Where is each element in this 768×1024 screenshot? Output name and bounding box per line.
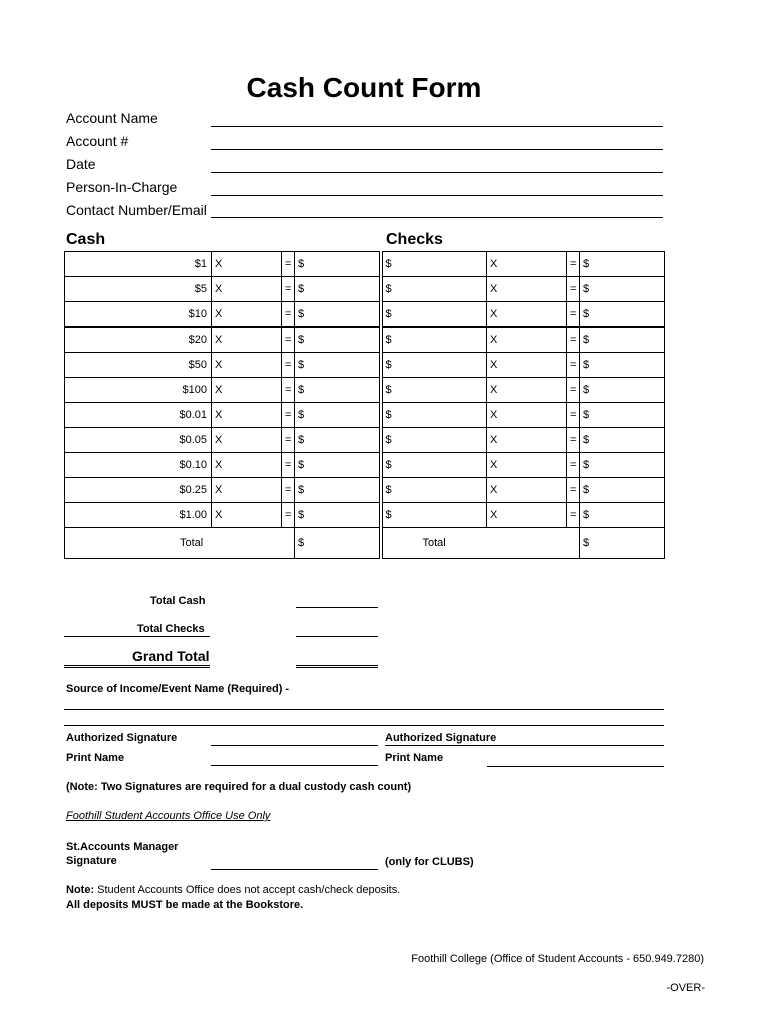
check-equals: = xyxy=(567,503,580,528)
manager-label-line1: St.Accounts Manager xyxy=(66,841,179,853)
count-row xyxy=(65,378,665,403)
check-equals: = xyxy=(567,453,580,478)
source-field-line1[interactable] xyxy=(64,709,664,710)
deposit-note xyxy=(66,884,400,896)
cash-total-field[interactable]: $ xyxy=(295,528,381,559)
check-amount-cell[interactable]: $ xyxy=(381,353,487,378)
count-table xyxy=(64,251,665,559)
cash-amount-cell[interactable]: $ xyxy=(295,302,381,328)
cash-quantity-cell[interactable]: X xyxy=(212,478,282,503)
cash-amount-cell[interactable]: $ xyxy=(295,403,381,428)
manager-label-line2: Signature xyxy=(66,855,117,867)
checks-total-field[interactable]: $ xyxy=(580,528,665,559)
cash-amount-cell[interactable]: $ xyxy=(295,453,381,478)
cash-equals: = xyxy=(282,428,295,453)
check-equals: = xyxy=(567,302,580,328)
check-amount-cell[interactable]: $ xyxy=(381,478,487,503)
check-subtotal-cell[interactable]: $ xyxy=(580,378,665,403)
cash-equals: = xyxy=(282,302,295,328)
check-amount-cell[interactable]: $ xyxy=(381,327,487,353)
check-quantity-cell[interactable]: X xyxy=(487,453,567,478)
check-amount-cell[interactable]: $ xyxy=(381,503,487,528)
footer-college: Foothill College (Office of Student Accounts - 650.949.7280) xyxy=(411,953,704,965)
print-name-right-field[interactable] xyxy=(487,766,664,767)
cash-amount-cell[interactable]: $ xyxy=(295,428,381,453)
count-row xyxy=(65,453,665,478)
cash-quantity-cell[interactable]: X xyxy=(212,403,282,428)
check-subtotal-cell[interactable]: $ xyxy=(580,428,665,453)
check-quantity-cell[interactable]: X xyxy=(487,403,567,428)
print-name-left-field[interactable] xyxy=(211,765,378,766)
denomination-label: $50 xyxy=(65,353,212,378)
clubs-note: (only for CLUBS) xyxy=(385,856,474,868)
cash-equals: = xyxy=(282,327,295,353)
cash-equals: = xyxy=(282,378,295,403)
denomination-label: $0.05 xyxy=(65,428,212,453)
total-checks-label: Total Checks xyxy=(137,623,205,635)
auth-signature-left-label: Authorized Signature xyxy=(66,732,178,744)
check-subtotal-cell[interactable]: $ xyxy=(580,277,665,302)
auth-signature-left-field[interactable] xyxy=(211,745,378,746)
check-equals: = xyxy=(567,478,580,503)
denomination-label: $5 xyxy=(65,277,212,302)
cash-quantity-cell[interactable]: X xyxy=(212,252,282,277)
contact-label: Contact Number/Email xyxy=(66,202,207,218)
cash-quantity-cell[interactable]: X xyxy=(212,277,282,302)
print-name-left-label: Print Name xyxy=(66,752,125,764)
account-name-label: Account Name xyxy=(66,110,158,126)
cash-equals: = xyxy=(282,252,295,277)
office-use-heading: Foothill Student Accounts Office Use Only xyxy=(66,810,271,822)
check-amount-cell[interactable]: $ xyxy=(381,453,487,478)
cash-amount-cell[interactable]: $ xyxy=(295,277,381,302)
check-amount-cell[interactable]: $ xyxy=(381,403,487,428)
check-subtotal-cell[interactable]: $ xyxy=(580,403,665,428)
count-row xyxy=(65,327,665,353)
count-row xyxy=(65,353,665,378)
account-number-label: Account # xyxy=(66,133,129,149)
count-row xyxy=(65,252,665,277)
denomination-label: $10 xyxy=(65,302,212,328)
cash-amount-cell[interactable]: $ xyxy=(295,478,381,503)
check-equals: = xyxy=(567,378,580,403)
dual-custody-note: (Note: Two Signatures are required for a dual custody cash count) xyxy=(66,781,412,793)
denomination-label: $1 xyxy=(65,252,212,277)
check-amount-cell[interactable]: $ xyxy=(381,378,487,403)
check-equals: = xyxy=(567,252,580,277)
total-cash-field[interactable] xyxy=(296,607,378,608)
person-in-charge-label: Person-In-Charge xyxy=(66,179,178,195)
person-in-charge-field[interactable] xyxy=(211,195,663,196)
cash-amount-cell[interactable]: $ xyxy=(295,503,381,528)
cash-quantity-cell[interactable]: X xyxy=(212,378,282,403)
date-field[interactable] xyxy=(211,172,663,173)
check-amount-cell[interactable]: $ xyxy=(381,252,487,277)
grand-total-field[interactable] xyxy=(296,665,378,668)
auth-signature-right-label: Authorized Signature xyxy=(385,732,497,744)
check-equals: = xyxy=(567,327,580,353)
cash-amount-cell[interactable]: $ xyxy=(295,327,381,353)
check-quantity-cell[interactable]: X xyxy=(487,302,567,328)
check-quantity-cell[interactable]: X xyxy=(487,503,567,528)
auth-signature-right-field[interactable] xyxy=(385,745,664,746)
denomination-label: $0.10 xyxy=(65,453,212,478)
footer-over: -OVER- xyxy=(666,982,705,994)
bookstore-note: All deposits MUST be made at the Bookstore. xyxy=(66,899,304,911)
check-subtotal-cell[interactable]: $ xyxy=(580,353,665,378)
check-equals: = xyxy=(567,403,580,428)
check-subtotal-cell[interactable]: $ xyxy=(580,327,665,353)
cash-equals: = xyxy=(282,277,295,302)
check-subtotal-cell[interactable]: $ xyxy=(580,503,665,528)
cash-amount-cell[interactable]: $ xyxy=(295,353,381,378)
total-checks-rule xyxy=(64,636,210,637)
check-subtotal-cell[interactable]: $ xyxy=(580,252,665,277)
check-subtotal-cell[interactable]: $ xyxy=(580,478,665,503)
check-equals: = xyxy=(567,428,580,453)
cash-quantity-cell[interactable]: X xyxy=(212,453,282,478)
manager-signature-field[interactable] xyxy=(211,869,378,870)
cash-heading: Cash xyxy=(66,231,106,248)
checks-heading: Checks xyxy=(386,231,443,248)
print-name-right-label: Print Name xyxy=(385,752,444,764)
contact-field[interactable] xyxy=(211,217,663,218)
denomination-label: $20 xyxy=(65,327,212,353)
check-amount-cell[interactable]: $ xyxy=(381,428,487,453)
count-row xyxy=(65,403,665,428)
check-quantity-cell[interactable]: X xyxy=(487,252,567,277)
cash-amount-cell[interactable]: $ xyxy=(295,378,381,403)
checks-total-label: Total xyxy=(381,528,580,559)
grand-total-label: Grand Total xyxy=(132,648,210,664)
cash-quantity-cell[interactable]: X xyxy=(212,353,282,378)
count-row xyxy=(65,428,665,453)
cash-total-label: Total xyxy=(65,528,295,559)
account-number-field[interactable] xyxy=(211,149,663,150)
check-quantity-cell[interactable]: X xyxy=(487,277,567,302)
form-title: Cash Count Form xyxy=(246,72,482,103)
cash-quantity-cell[interactable]: X xyxy=(212,503,282,528)
cash-equals: = xyxy=(282,403,295,428)
account-name-field[interactable] xyxy=(211,126,663,127)
denomination-label: $0.01 xyxy=(65,403,212,428)
cash-equals: = xyxy=(282,353,295,378)
count-row xyxy=(65,302,665,328)
check-quantity-cell[interactable]: X xyxy=(487,327,567,353)
check-quantity-cell[interactable]: X xyxy=(487,478,567,503)
check-subtotal-cell[interactable]: $ xyxy=(580,453,665,478)
check-equals: = xyxy=(567,353,580,378)
count-row xyxy=(65,503,665,528)
check-equals: = xyxy=(567,277,580,302)
grand-total-rule xyxy=(64,665,210,668)
cash-equals: = xyxy=(282,503,295,528)
source-label: Source of Income/Event Name (Required) - xyxy=(66,683,290,695)
denomination-label: $0.25 xyxy=(65,478,212,503)
total-cash-label: Total Cash xyxy=(150,595,206,607)
check-amount-cell[interactable]: $ xyxy=(381,302,487,328)
denomination-label: $1.00 xyxy=(65,503,212,528)
date-label: Date xyxy=(66,156,96,172)
denomination-label: $100 xyxy=(65,378,212,403)
check-quantity-cell[interactable]: X xyxy=(487,378,567,403)
count-row xyxy=(65,478,665,503)
cash-equals: = xyxy=(282,453,295,478)
check-quantity-cell[interactable]: X xyxy=(487,353,567,378)
check-amount-cell[interactable]: $ xyxy=(381,277,487,302)
count-row xyxy=(65,277,665,302)
note-text: Student Accounts Office does not accept cash/check deposits. xyxy=(94,884,401,896)
check-quantity-cell[interactable]: X xyxy=(487,428,567,453)
total-row xyxy=(65,528,665,559)
total-checks-field[interactable] xyxy=(296,636,378,637)
note-label: Note: xyxy=(66,884,95,896)
cash-equals: = xyxy=(282,478,295,503)
cash-quantity-cell[interactable]: X xyxy=(212,428,282,453)
cash-quantity-cell[interactable]: X xyxy=(212,327,282,353)
source-field-line2[interactable] xyxy=(64,725,664,726)
cash-amount-cell[interactable]: $ xyxy=(295,252,381,277)
cash-quantity-cell[interactable]: X xyxy=(212,302,282,328)
check-subtotal-cell[interactable]: $ xyxy=(580,302,665,328)
